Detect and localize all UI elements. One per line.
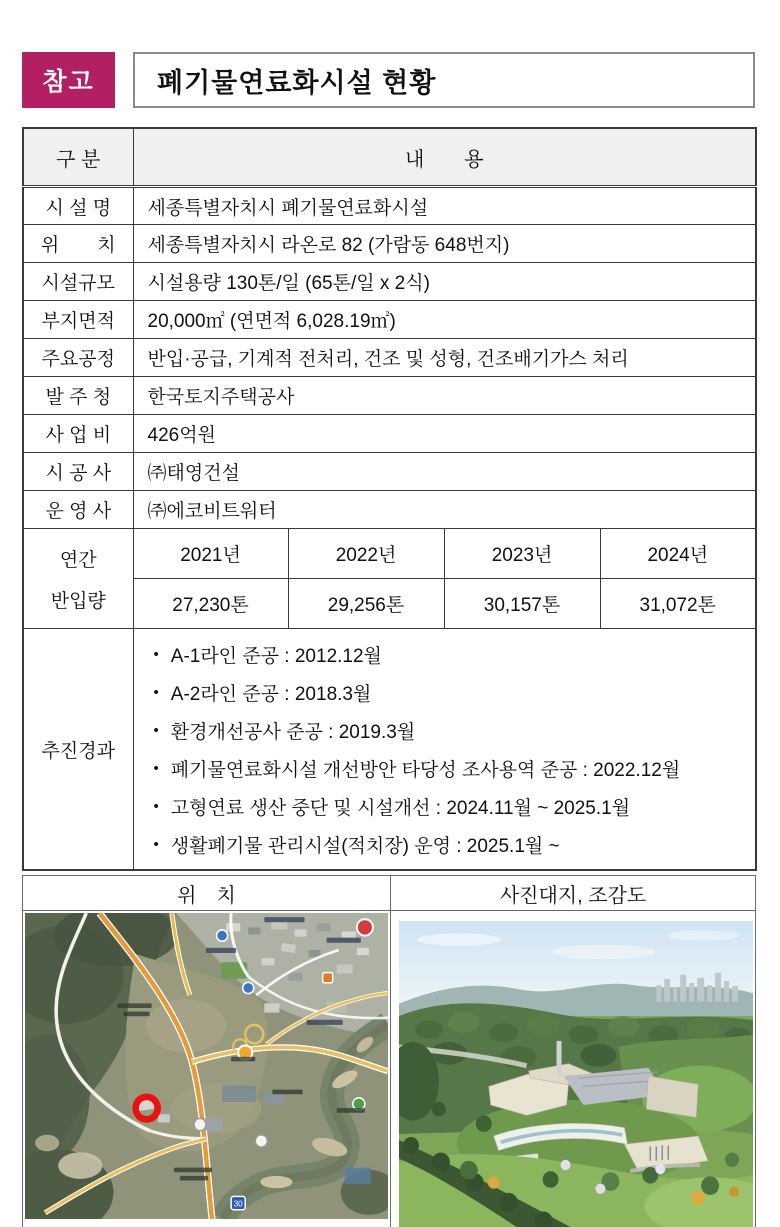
media-section [22,875,755,1227]
annual-intake-amount-row [23,579,756,629]
media-table [22,875,756,1227]
media-image-row [23,911,756,1227]
annual-label-line1: 연간 [59,549,97,571]
poi-icon [194,1118,206,1130]
annual-intake-label [23,529,133,629]
row-label: 발 주 청 [23,377,133,415]
table-header-row [23,128,756,187]
table-row [23,339,756,377]
progress-list [133,629,756,871]
header-cell-category: 구 분 [23,128,133,187]
facility-info-table [22,127,757,871]
school-poi-icon [217,930,228,941]
amount-cell: 30,157톤 [444,579,600,629]
progress-item: • A-1라인 준공 : 2012.12월 [134,635,752,673]
annual-label-line2: 반입량 [50,590,106,612]
poi-icon [357,919,373,935]
row-value: ㈜에코비트워터 [133,491,756,529]
table-row [23,491,756,529]
year-cell: 2023년 [444,529,600,579]
facility-info-table-wrap [22,127,755,871]
progress-item: • A-2라인 준공 : 2018.3월 [134,673,752,711]
table-row [23,453,756,491]
amount-cell: 31,072톤 [600,579,756,629]
row-value: 한국토지주택공사 [133,377,756,415]
year-cell: 2022년 [288,529,444,579]
document-header [22,52,755,108]
svg-text:30: 30 [233,1199,243,1209]
photo-header: 사진대지, 조감도 [391,876,756,911]
table-row [23,225,756,263]
row-label: 시설규모 [23,263,133,301]
row-value: 반입·공급, 기계적 전처리, 건조 및 성형, 건조배기가스 처리 [133,339,756,377]
poi-icon [323,973,333,983]
row-value: 20,000㎡ (연면적 6,028.19㎡) [133,301,756,339]
highway-shield-icon [231,1196,245,1209]
row-label: 주요공정 [23,339,133,377]
table-row [23,377,756,415]
annual-intake-year-row [23,529,756,579]
amount-cell: 27,230톤 [133,579,288,629]
progress-item: • 환경개선공사 준공 : 2019.3월 [134,711,752,749]
table-row [23,263,756,301]
row-label: 부지면적 [23,301,133,339]
row-label: 시 공 사 [23,453,133,491]
row-value: 세종특별자치시 폐기물연료화시설 [133,187,756,225]
amount-cell: 29,256톤 [288,579,444,629]
reference-badge: 참고 [22,52,115,108]
row-value: 세종특별자치시 라온로 82 (가람동 648번지) [133,225,756,263]
map-cell [23,911,391,1227]
media-header-row [23,876,756,911]
header-cell-content: 내 용 [133,128,756,187]
progress-item: • 생활폐기물 관리시설(적치장) 운영 : 2025.1월 ~ [134,825,752,863]
row-value: 시설용량 130톤/일 (65톤/일 x 2식) [133,263,756,301]
row-value: 426억원 [133,415,756,453]
progress-row [23,629,756,871]
location-header: 위 치 [23,876,391,911]
row-label: 시 설 명 [23,187,133,225]
row-label: 운 영 사 [23,491,133,529]
poi-icon [255,1135,267,1147]
year-cell: 2024년 [600,529,756,579]
aerial-rendering-image [399,921,753,1227]
table-row [23,301,756,339]
satellite-map-image [25,913,388,1219]
table-row [23,187,756,225]
row-label: 위 치 [23,225,133,263]
table-row [23,415,756,453]
progress-label: 추진경과 [23,629,133,871]
row-value: ㈜태영건설 [133,453,756,491]
progress-item: • 폐기물연료화시설 개선방안 타당성 조사용역 준공 : 2022.12월 [134,749,752,787]
render-cell [391,911,756,1227]
stack-chimney [557,1041,562,1076]
row-label: 사 업 비 [23,415,133,453]
progress-item: • 고형연료 생산 중단 및 시설개선 : 2024.11월 ~ 2025.1월 [134,787,752,825]
year-cell: 2021년 [133,529,288,579]
page-title: 폐기물연료화시설 현황 [133,52,755,108]
school-poi-icon [243,982,254,993]
